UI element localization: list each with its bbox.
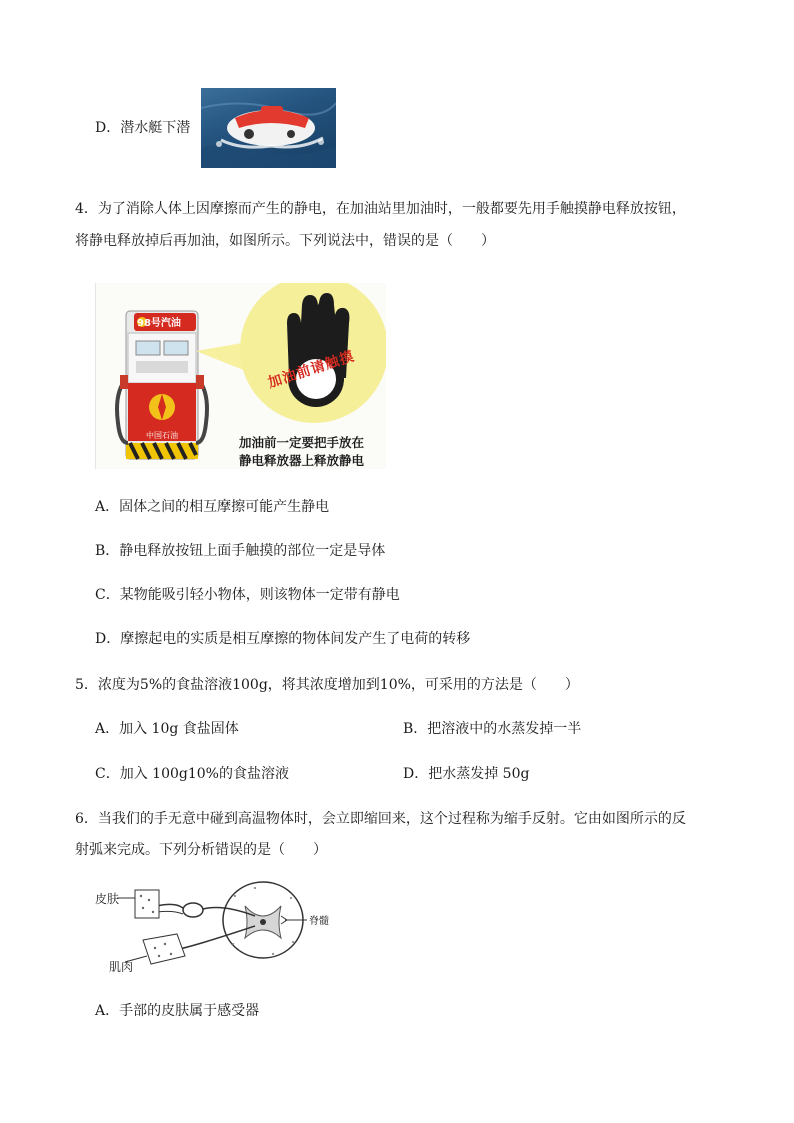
q6-stem-line1: 6．当我们的手无意中碰到高温物体时，会立即缩回来，这个过程称为缩手反射。它由如图所示的反 [75,811,686,827]
q4-option-b: B．静电释放按钮上面手触摸的部位一定是导体 [95,543,386,559]
submarine-image [201,88,336,168]
pump-caption-line1: 加油前一定要把手放在 [239,435,365,450]
q5-option-d: D．把水蒸发掉 50g [403,766,530,782]
q5-option-b: B．把溶液中的水蒸发掉一半 [403,721,582,737]
q6-option-a: A．手部的皮肤属于感受器 [95,1003,260,1019]
q4-stem-line1: 4．为了消除人体上因摩擦而产生的静电，在加油站里加油时，一般都要先用手触摸静电释放按钮， [75,201,686,217]
pump-sign-label: 98号汽油 [137,318,181,329]
q5-stem: 5．浓度为5%的食盐溶液100g，将其浓度增加到10%，可采用的方法是（ ） [75,677,579,693]
reflex-arc-figure [95,876,355,976]
q4-option-c: C．某物能吸引轻小物体，则该物体一定带有静电 [95,587,400,603]
q4-option-d: D．摩擦起电的实质是相互摩擦的物体间发产生了电荷的转移 [95,631,471,647]
skin-label: 皮肤 [95,892,120,906]
pump-brand-label: 中国石油 [146,431,178,440]
hand-touch-text: 加油前请触摸 [266,348,357,392]
spinal-cord-label: 脊髓 [309,916,329,927]
gas-station-figure [95,283,386,469]
q4-stem-line2: 将静电释放掉后再加油，如图所示。下列说法中，错误的是（ ） [75,233,495,249]
q3-option-d: D．潜水艇下潜 [95,120,191,136]
q4-option-a: A．固体之间的相互摩擦可能产生静电 [95,499,330,515]
q5-option-c: C．加入 100g10%的食盐溶液 [95,766,289,782]
pump-caption-line2: 静电释放器上释放静电 [239,453,365,468]
q5-option-a: A．加入 10g 食盐固体 [95,721,239,737]
submarine-photo [201,88,336,168]
muscle-label: 肌肉 [109,960,134,974]
q6-stem-line2: 射弧来完成。下列分析错误的是（ ） [75,842,327,858]
